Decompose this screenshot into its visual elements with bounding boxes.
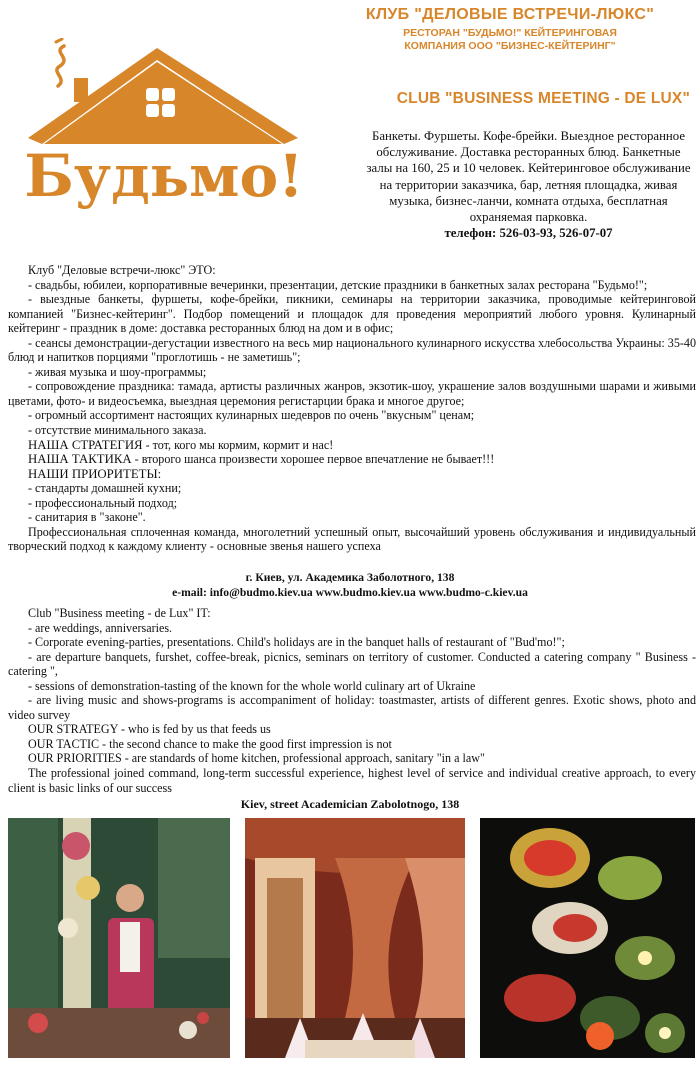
russian-description bbox=[8, 263, 696, 554]
ru-paragraph: - профессиональный подход; bbox=[28, 495, 178, 510]
club-title-en: CLUB "BUSINESS MEETING - DE LUX" bbox=[396, 90, 690, 107]
english-description bbox=[8, 606, 696, 795]
ru-priorities-heading bbox=[8, 467, 696, 482]
address-ru: г. Киев, ул. Академика Заболотного, 138 bbox=[245, 571, 455, 584]
ru-paragraph: Клуб "Деловые встречи-люкс" ЭТО: bbox=[28, 263, 216, 277]
ru-strategy bbox=[8, 438, 696, 453]
en-paragraph: - sessions of demonstration-tasting of the known for the whole world culinary art of Ukraine bbox=[28, 678, 476, 693]
subtitle-line-1: РЕСТОРАН "БУДЬМО!" КЕЙТЕРИНГОВАЯ bbox=[403, 27, 617, 39]
tactic-text: - второго шанса произвести хорошее первое впечатление не бывает!!! bbox=[131, 452, 495, 467]
strategy-text: - тот, кого мы кормим, кормит и нас! bbox=[142, 437, 334, 452]
ru-paragraph: Профессиональная сплоченная команда, многолетний успешный опыт, высочайший уровень обслуживания и индивидуальный творческий подход к каждому клиенту - основные звенья нашего успеха bbox=[8, 524, 696, 554]
address-en: Kiev, street Academician Zabolotnogo, 138 bbox=[240, 797, 460, 811]
ru-paragraph: - сеансы демонстрации-дегустации известного на весь мир национального кулинарного искусства хлебосольства Украины: 35-40 блюд и напитков порциями "проглотишь - не заметишь"; bbox=[8, 335, 696, 365]
budmo-logo bbox=[22, 38, 312, 213]
en-paragraph: OUR STRATEGY - who is fed by us that feeds us bbox=[28, 722, 271, 737]
en-paragraph: - are departure banquets, furshet, coffee-break, picnics, seminars on territory of customer. Conducted a catering company " Business - catering ", bbox=[8, 649, 696, 679]
en-paragraph: Club "Business meeting - de Lux" IT: bbox=[28, 606, 211, 620]
intro-text: Банкеты. Фуршеты. Кофе-брейки. Выездное ресторанное обслуживание. Доставка ресторанных блюд. Банкетные залы на 160, 25 и 10 человек. Кейтеринговое обслуживание на территории заказчика, бар, летняя площадка, живая музыка, бизнес-ланчи, комната отдыха, бесплатная охраняемая парковка. bbox=[366, 129, 691, 225]
ru-paragraph: - санитария в "законе". bbox=[28, 510, 146, 525]
ru-paragraph: - выездные банкеты, фуршеты, кофе-брейки, пикники, семинары на территории заказчика, проводимые кейтеринговой компанией "Бизнес-кейтеринг". Подбор помещений и площадок для проведения мероприятий любого уровня. Кулинарный кейтеринг - праздник в доме: доставка ресторанных блюд на дом и в офис; bbox=[8, 292, 696, 336]
phone-numbers: телефон: 526-03-93, 526-07-07 bbox=[444, 226, 613, 241]
club-subtitle-ru bbox=[330, 27, 690, 53]
subtitle-line-2: КОМПАНИЯ ООО "БИЗНЕС-КЕЙТЕРИНГ" bbox=[404, 40, 616, 52]
waiter-photo bbox=[8, 818, 230, 1058]
ru-tactic bbox=[8, 452, 696, 467]
en-paragraph: The professional joined command, long-term successful experience, highest level of service and individual creative approach, to every client is basic links of our success bbox=[8, 766, 696, 795]
svg-text:Будьмо!: Будьмо! bbox=[24, 142, 304, 210]
ru-paragraph: - огромный ассортимент настоящих кулинарных шедевров по очень "вкусным" ценам; bbox=[28, 408, 475, 423]
club-title-ru: КЛУБ "ДЕЛОВЫЕ ВСТРЕЧИ-ЛЮКС" bbox=[365, 6, 655, 23]
contact-block-ru bbox=[0, 570, 700, 600]
en-paragraph: OUR TACTIC - the second chance to make the good first impression is not bbox=[28, 736, 392, 751]
priorities-heading: НАШИ ПРИОРИТЕТЫ: bbox=[28, 466, 162, 481]
en-paragraph: - Corporate evening-parties, presentations. Child's holidays are in the banquet halls of restaurant of "Bud'mo!"; bbox=[28, 635, 565, 650]
en-paragraph: OUR PRIORITIES - are standards of home kitchen, professional approach, sanitary "in a law" bbox=[28, 751, 485, 766]
ru-paragraph: - свадьбы, юбилеи, корпоративные вечеринки, презентации, детские праздники в банкетных залах ресторана "Будьмо!"; bbox=[28, 277, 648, 292]
food-platters-photo bbox=[480, 818, 695, 1058]
strategy-heading: НАША СТРАТЕГИЯ bbox=[28, 437, 143, 452]
intro-services bbox=[362, 128, 695, 241]
ru-paragraph: - сопровождение праздника: тамада, артисты различных жанров, экзотик-шоу, украшение залов воздушными шарами и живыми цветами, фото- и видеосъемка, выездная церемония регистарции брака и многое другое; bbox=[8, 379, 696, 408]
ru-paragraph: - живая музыка и шоу-программы; bbox=[28, 364, 207, 379]
en-paragraph: - are living music and shows-programs is accompaniment of holiday: toastmaster, artists of different genres. Exotic shows, photo and video survey bbox=[8, 693, 696, 722]
tactic-heading: НАША ТАКТИКА bbox=[28, 452, 132, 467]
ru-paragraph: - стандарты домашней кухни; bbox=[28, 481, 182, 496]
email-links[interactable]: e-mail: info@budmo.kiev.ua www.budmo.kiev.ua www.budmo-c.kiev.ua bbox=[172, 586, 528, 599]
ru-paragraph: - отсутствие минимального заказа. bbox=[28, 423, 207, 438]
banquet-hall-photo bbox=[245, 818, 465, 1058]
en-paragraph: - are weddings, anniversaries. bbox=[28, 620, 173, 635]
